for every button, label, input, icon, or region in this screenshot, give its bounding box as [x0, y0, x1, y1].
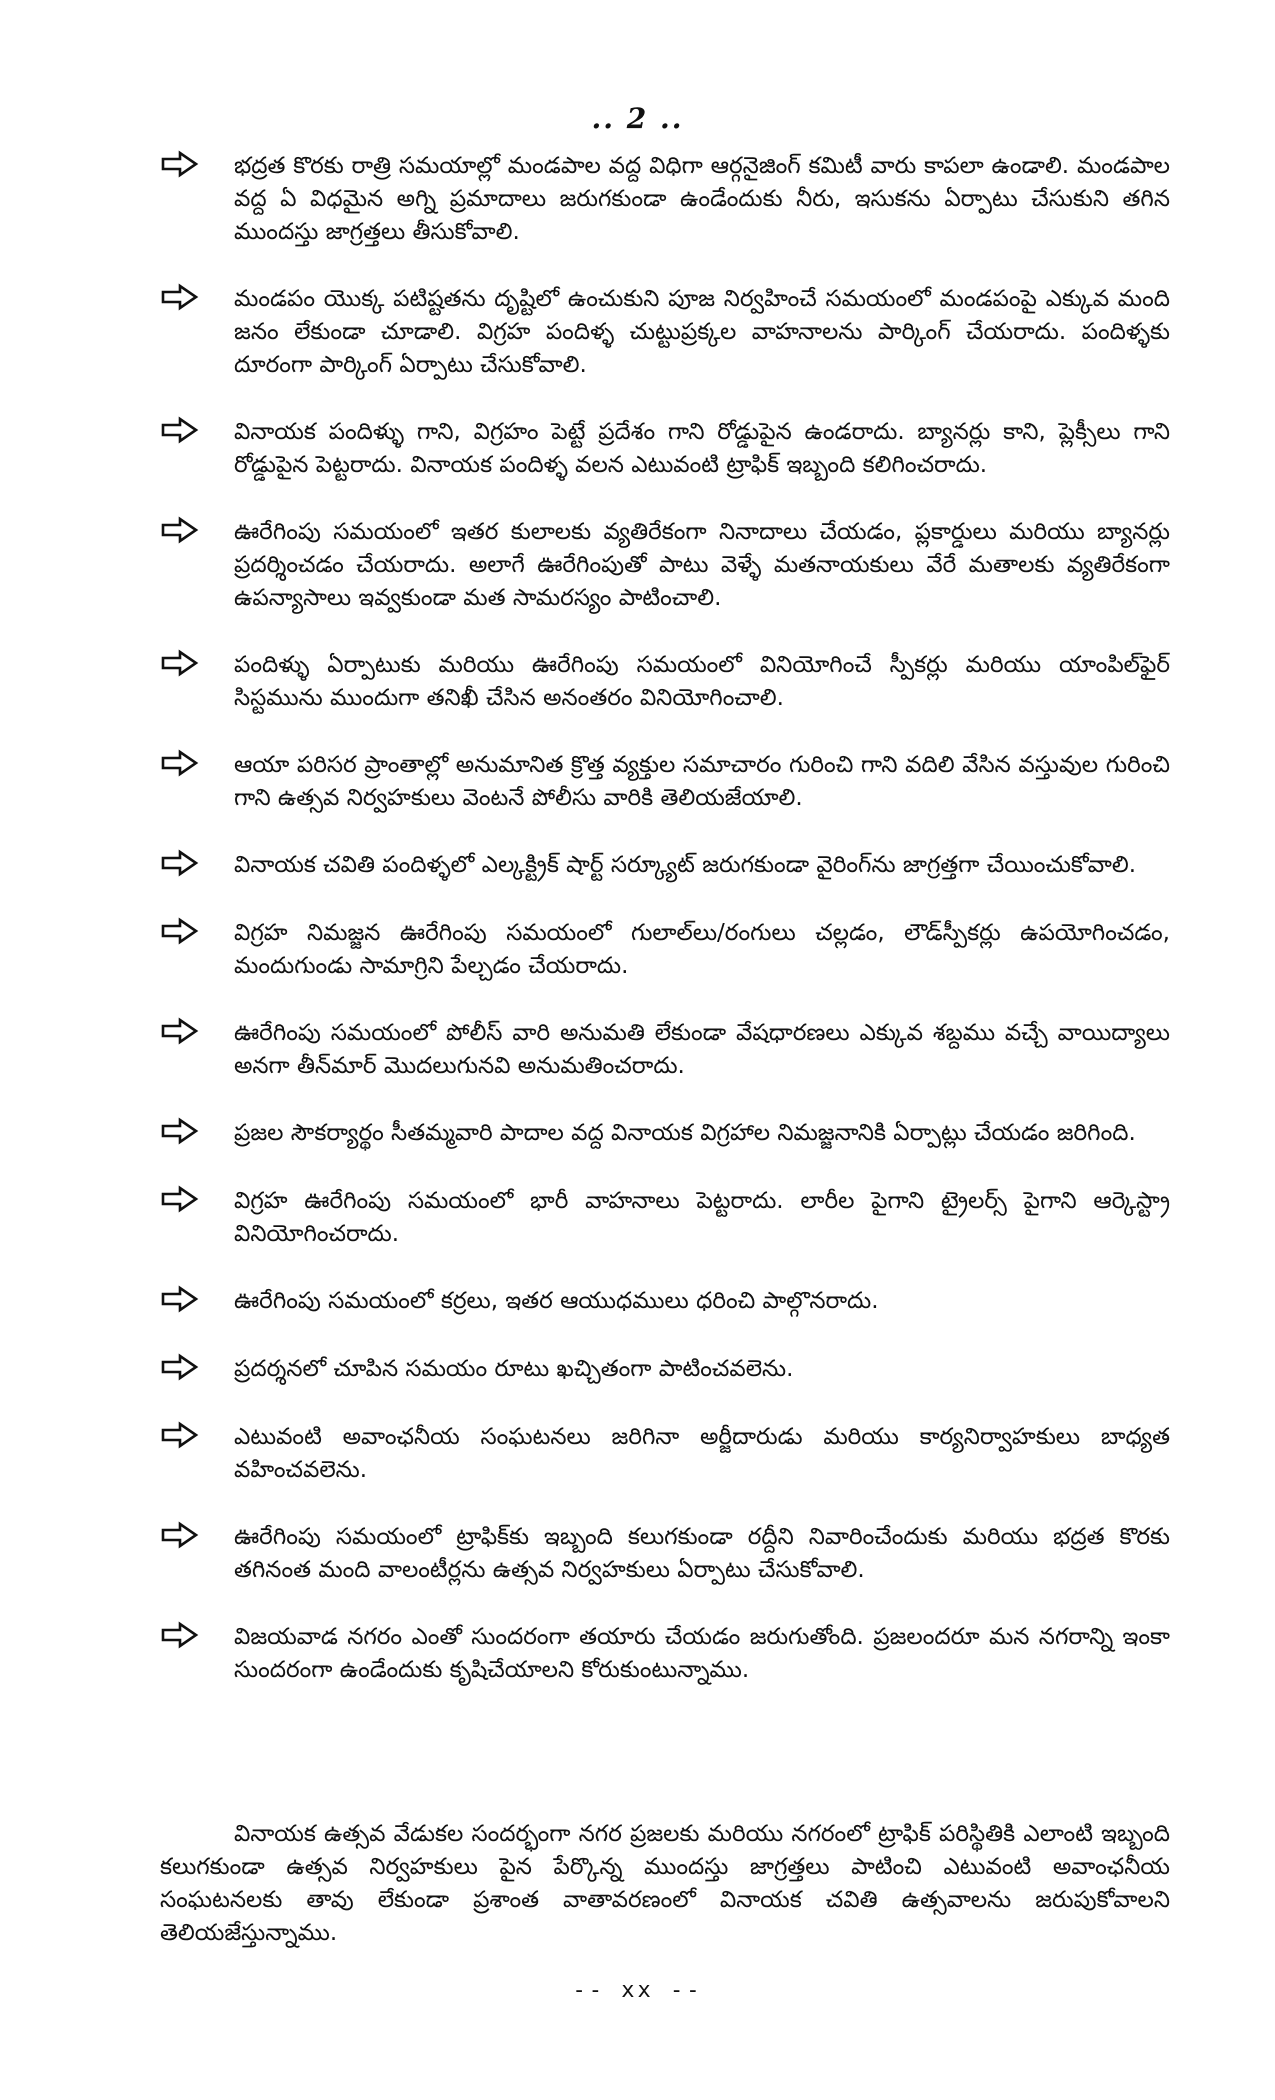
bullet-text: విగ్రహ నిమజ్జన ఊరేగింపు సమయంలో గులాల్‌లు/రంగులు చల్లడం, లౌడ్‌స్పీకర్లు ఉపయోగించడం, మందుగుండు సామాగ్రిని పేల్చడం చేయరాదు.: [234, 920, 1170, 979]
bullet-text: వినాయక పందిళ్ళు గాని, విగ్రహం పెట్టే ప్రదేశం గాని రోడ్డుపైన ఉండరాదు. బ్యానర్లు కాని, ప్లెక్సీలు గాని రోడ్డుపైన పెట్టరాదు. వినాయక పందిళ్ళ వలన ఎటువంటి ట్రాఫిక్ ఇబ్బంది కలిగించరాదు.: [234, 419, 1170, 478]
list-item: [160, 649, 1170, 715]
list-item: [160, 1117, 1170, 1151]
list-item: [160, 1285, 1170, 1319]
right-arrow-outline-icon: [160, 150, 234, 184]
bullet-text: ఆయా పరిసర ప్రాంతాల్లో అనుమానిత క్రొత్త వ్యక్తుల సమాచారం గురించి గాని వదిలి వేసిన వస్తువుల గురించి గాని ఉత్సవ నిర్వహకులు వెంటనే పోలీసు వారికి తెలియజేయాలి.: [234, 752, 1170, 811]
bullet-text: ఊరేగింపు సమయంలో ఇతర కులాలకు వ్యతిరేకంగా నినాదాలు చేయడం, ప్లకార్డులు మరియు బ్యానర్లు ప్రదర్శించడం చేయరాదు. అలాగే ఊరేగింపుతో పాటు వెళ్ళే మతనాయకులు వేరే మతాలకు వ్యతిరేకంగా ఉపన్యాసాలు ఇవ్వకుండా మత సామరస్యం పాటించాలి.: [234, 519, 1170, 611]
right-arrow-outline-icon: [160, 1621, 234, 1655]
list-item: [160, 749, 1170, 815]
right-arrow-outline-icon: [160, 1353, 234, 1387]
right-arrow-outline-icon: [160, 1421, 234, 1455]
list-item: [160, 849, 1170, 883]
list-item: [160, 1521, 1170, 1587]
bullet-text: విగ్రహ ఊరేగింపు సమయంలో భారీ వాహనాలు పెట్టరాదు. లారీల పైగాని ట్రైలర్స్ పైగాని ఆర్కెస్ట్రా వినియోగించరాదు.: [234, 1188, 1170, 1247]
right-arrow-outline-icon: [160, 516, 234, 550]
right-arrow-outline-icon: [160, 1185, 234, 1219]
bullet-text: ఊరేగింపు సమయంలో పోలీస్ వారి అనుమతి లేకుండా వేషధారణలు ఎక్కువ శబ్దము వచ్చే వాయిద్యాలు అనగా తీన్‌మార్ మొదలుగునవి అనుమతించరాదు.: [234, 1020, 1170, 1079]
end-mark: -- xx --: [572, 1978, 703, 2003]
right-arrow-outline-icon: [160, 917, 234, 951]
right-arrow-outline-icon: [160, 1017, 234, 1051]
list-item: [160, 516, 1170, 615]
bullet-text: విజయవాడ నగరం ఎంతో సుందరంగా తయారు చేయడం జరుగుతోంది. ప్రజలందరూ మన నగరాన్ని ఇంకా సుందరంగా ఉండేందుకు కృషిచేయాలని కోరుకుంటున్నాము.: [234, 1624, 1170, 1683]
list-item: [160, 1185, 1170, 1251]
right-arrow-outline-icon: [160, 1521, 234, 1555]
bullet-text: భద్రత కొరకు రాత్రి సమయాల్లో మండపాల వద్ద విధిగా ఆర్గనైజింగ్ కమిటీ వారు కాపలా ఉండాలి. మండపాల వద్ద ఏ విధమైన అగ్ని ప్రమాదాలు జరుగకుండా ఉండేందుకు నీరు, ఇసుకను ఏర్పాటు చేసుకుని తగిన ముందస్తు జాగ్రత్తలు తీసుకోవాలి.: [234, 153, 1170, 245]
right-arrow-outline-icon: [160, 416, 234, 450]
right-arrow-outline-icon: [160, 649, 234, 683]
bullet-text: వినాయక చవితి పందిళ్ళలో ఎల్కక్ట్రిక్ షార్ట్ సర్క్యూట్ జరుగకుండా వైరింగ్‌ను జాగ్రత్తగా చేయించుకోవాలి.: [234, 852, 1137, 878]
bullet-text: ఊరేగింపు సమయంలో కర్రలు, ఇతర ఆయుధములు ధరించి పాల్గొనరాదు.: [234, 1288, 879, 1314]
bullet-text: ప్రజల సౌకర్యార్థం సీతమ్మవారి పాదాల వద్ద వినాయక విగ్రహాల నిమజ్జనానికి ఏర్పాట్లు చేయడం జరిగింది.: [234, 1120, 1136, 1146]
bullet-text: ప్రదర్శనలో చూపిన సమయం రూటు ఖచ్చితంగా పాటించవలెను.: [234, 1356, 794, 1382]
closing-paragraph: వినాయక ఉత్సవ వేడుకల సందర్భంగా నగర ప్రజలకు మరియు నగరంలో ట్రాఫిక్ పరిస్థితికి ఎలాంటి ఇబ్బంది కలుగకుండా ఉత్సవ నిర్వహకులు పైన పేర్కొన్న ముందస్తు జాగ్రత్తలు పాటించి ఎటువంటి అవాంఛనీయ సంఘటనలకు తావు లేకుండా ప్రశాంత వాతావరణంలో వినాయక చవితి ఉత్సవాలను జరుపుకోవాలని తెలియజేస్తున్నాము.: [160, 1821, 1170, 1946]
list-item: [160, 416, 1170, 482]
bullet-text: మండపం యొక్క పటిష్టతను దృష్టిలో ఉంచుకుని పూజ నిర్వహించే సమయంలో మండపంపై ఎక్కువ మంది జనం లేకుండా చూడాలి. విగ్రహ పందిళ్ళ చుట్టుప్రక్కల వాహనాలను పార్కింగ్ చేయరాదు. పందిళ్ళకు దూరంగా పార్కింగ్ ఏర్పాటు చేసుకోవాలి.: [234, 286, 1170, 378]
bullet-text: ఊరేగింపు సమయంలో ట్రాఫిక్‌కు ఇబ్బంది కలుగకుండా రద్దీని నివారించేందుకు మరియు భద్రత కొరకు తగినంత మంది వాలంటీర్లను ఉత్సవ నిర్వహకులు ఏర్పాటు చేసుకోవాలి.: [234, 1524, 1170, 1583]
list-item: [160, 1017, 1170, 1083]
list-item: [160, 1421, 1170, 1487]
list-item: [160, 283, 1170, 382]
bullet-text: పందిళ్ళు ఏర్పాటుకు మరియు ఊరేగింపు సమయంలో వినియోగించే స్పీకర్లు మరియు యాంపిల్‌ఫైర్ సిస్టమును ముందుగా తనిఖీ చేసిన అనంతరం వినియోగించాలి.: [234, 652, 1170, 711]
list-item: [160, 1621, 1170, 1687]
right-arrow-outline-icon: [160, 1285, 234, 1319]
bullet-list: [160, 150, 1170, 1721]
right-arrow-outline-icon: [160, 849, 234, 883]
page-number: .. 2 ..: [591, 102, 684, 135]
list-item: [160, 1353, 1170, 1387]
right-arrow-outline-icon: [160, 1117, 234, 1151]
right-arrow-outline-icon: [160, 283, 234, 317]
right-arrow-outline-icon: [160, 749, 234, 783]
bullet-text: ఎటువంటి అవాంఛనీయ సంఘటనలు జరిగినా అర్జీదారుడు మరియు కార్యనిర్వాహకులు బాధ్యత వహించవలెను.: [234, 1424, 1170, 1483]
list-item: [160, 150, 1170, 249]
list-item: [160, 917, 1170, 983]
